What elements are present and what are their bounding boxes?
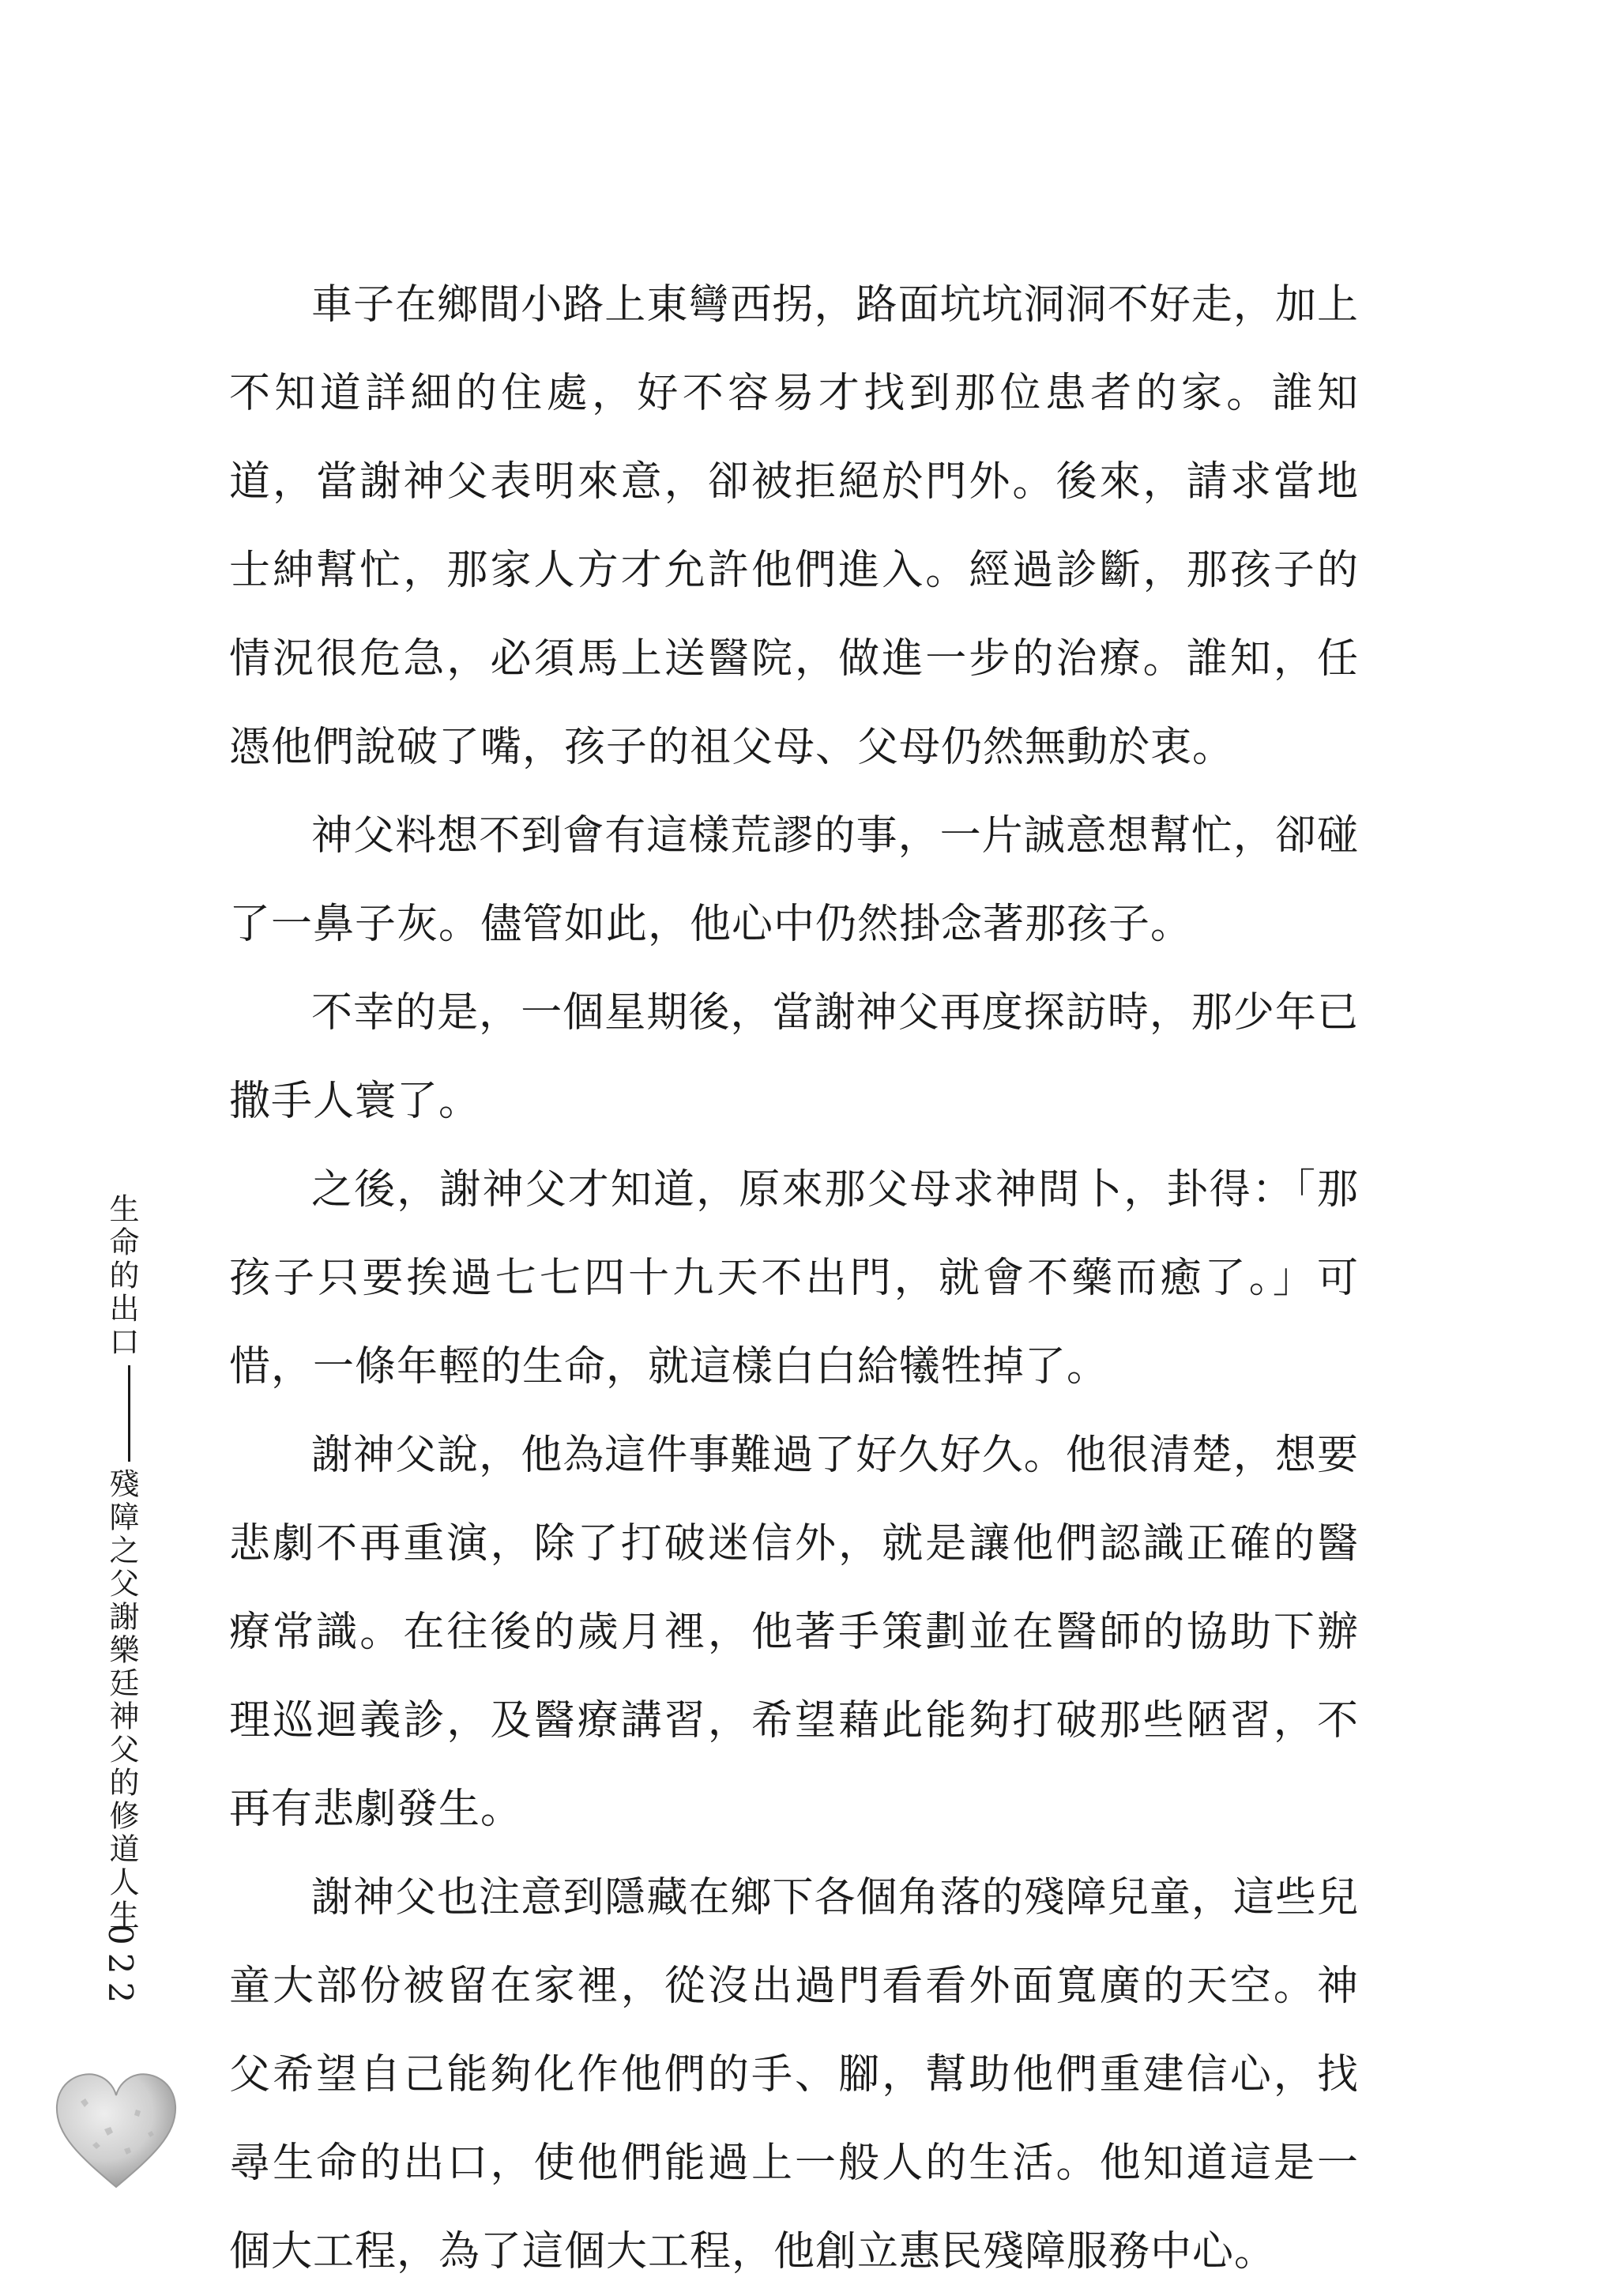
paragraph-2: 神父料想不到會有這樣荒謬的事，一片誠意想幫忙，卻碰了一鼻子灰。儘管如此，他心中仍然掛念著那孩子。 bbox=[229, 812, 1359, 948]
body-text bbox=[229, 261, 1359, 2296]
paragraph-5: 謝神父說，他為這件事難過了好久好久。他很清楚，想要悲劇不再重演，除了打破迷信外，就是讓他們認識正確的醫療常識。在往後的歲月裡，他著手策劃並在醫師的協助下辦理巡迴義診，及醫療講習，希望藉此能夠打破那些陋習，不再有悲劇發生。 bbox=[229, 1432, 1359, 1833]
running-title bbox=[101, 1193, 142, 1933]
paragraph-3: 不幸的是，一個星期後，當謝神父再度探訪時，那少年已撒手人寰了。 bbox=[229, 989, 1359, 1125]
page-number: 022 bbox=[101, 1924, 140, 2012]
paragraph-4: 之後，謝神父才知道，原來那父母求神問卜，卦得：「那孩子只要挨過七七四十九天不出門，就會不藥而癒了。」可惜，一條年輕的生命，就這樣白白給犧牲掉了。 bbox=[229, 1166, 1359, 1391]
paragraph-6: 謝神父也注意到隱藏在鄉下各個角落的殘障兒童，這些兒童大部份被留在家裡，從沒出過門看看外面寬廣的天空。神父希望自己能夠化作他們的手、腳，幫助他們重建信心，找尋生命的出口，使他們能過上一般人的生活。他知道這是一個大工程，為了這個大工程，他創立惠民殘障服務中心。 bbox=[229, 1874, 1359, 2275]
running-title-main: 生命的出口 bbox=[104, 1193, 139, 1359]
paragraph-1: 車子在鄉間小路上東彎西拐，路面坑坑洞洞不好走，加上不知道詳細的住處，好不容易才找到那位患者的家。誰知道，當謝神父表明來意，卻被拒絕於門外。後來，請求當地士紳幫忙，那家人方才允許他們進入。經過診斷，那孩子的情況很危急，必須馬上送醫院，做進一步的治療。誰知，任憑他們說破了嘴，孩子的祖父母、父母仍然無動於衷。 bbox=[229, 281, 1359, 771]
running-title-sub: 殘障之父謝樂廷神父的修道人生 bbox=[104, 1468, 139, 1933]
title-dash-divider bbox=[128, 1365, 130, 1462]
heart-icon bbox=[49, 2062, 183, 2196]
